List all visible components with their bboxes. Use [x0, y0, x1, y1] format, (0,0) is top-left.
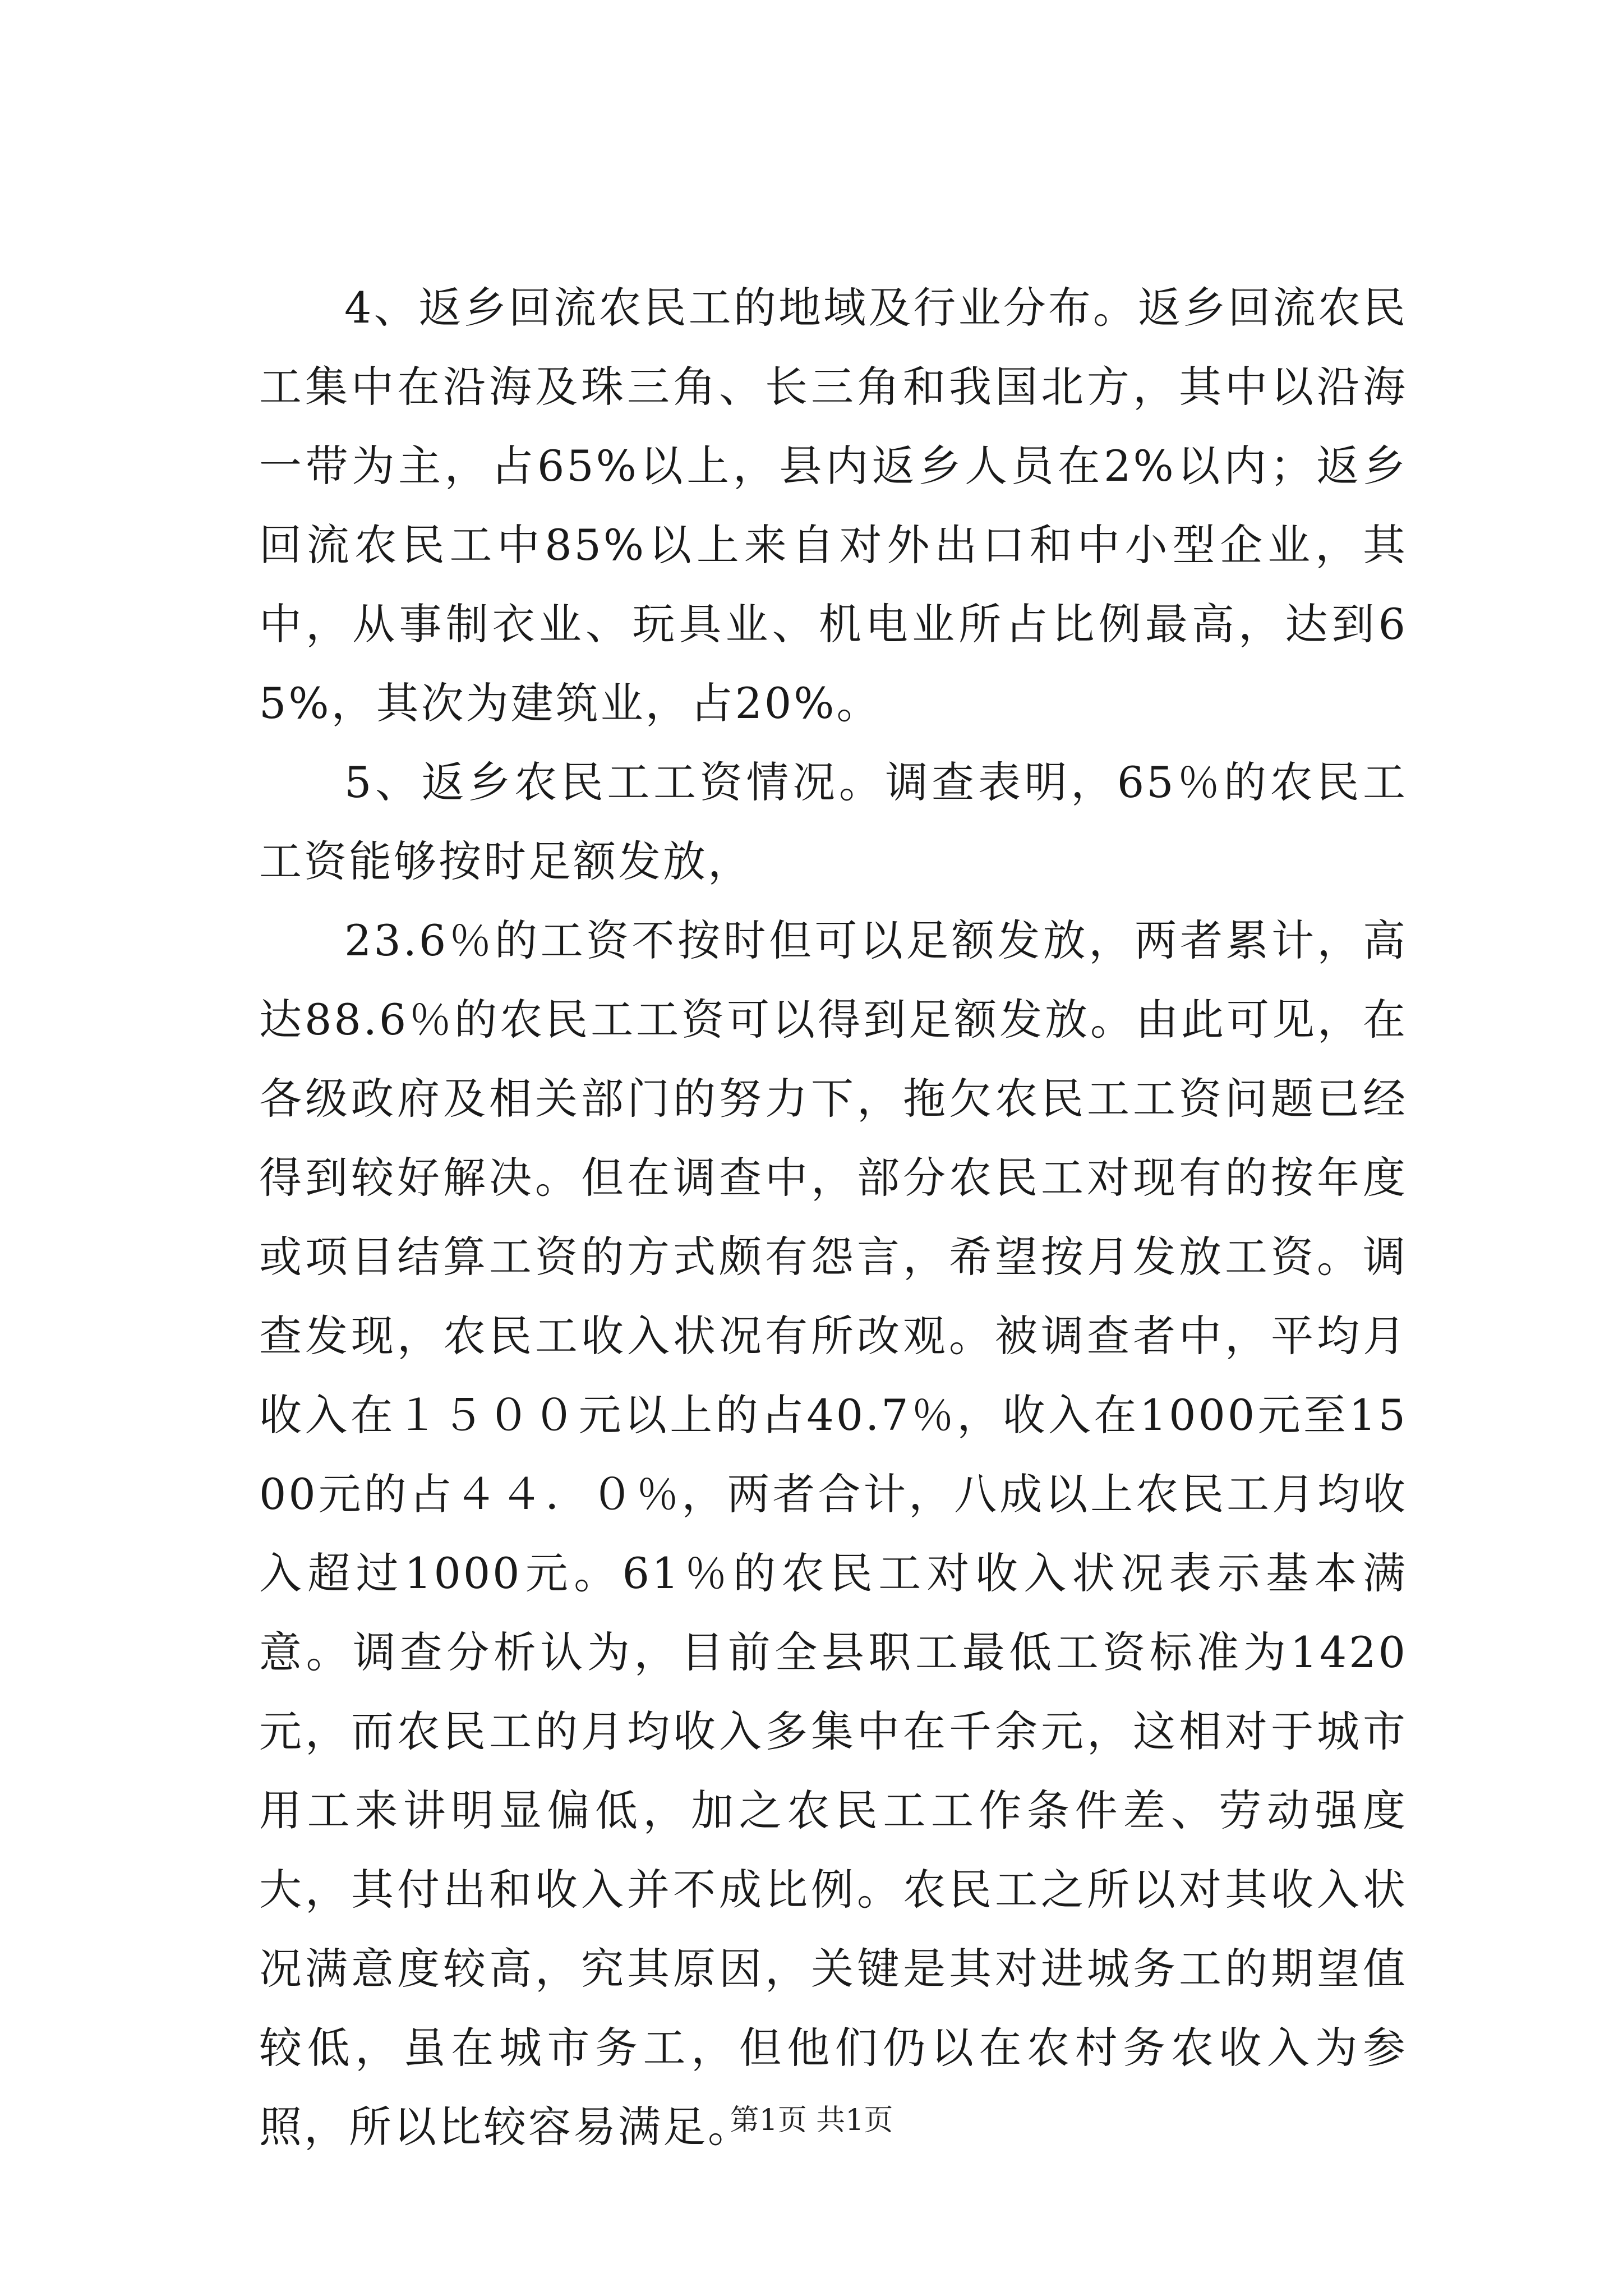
- page-number-footer: 第1页 共1页: [730, 2104, 893, 2137]
- document-body: [259, 268, 1408, 2166]
- paragraph-regional-distribution: 4、返乡回流农民工的地域及行业分布。返乡回流农民工集中在沿海及珠三角、长三角和我国北方，其中以沿海一带为主，占65%以上，县内返乡人员在2%以内；返乡回流农民工中85%以上来自对外出口和中小型企业，其中，从事制衣业、玩具业、机电业所占比例最高，达到65%，其次为建筑业，占20%。: [259, 283, 1408, 728]
- paragraph-wage-details: 23.6％的工资不按时但可以足额发放，两者累计，高达88.6％的农民工工资可以得到足额发放。由此可见，在各级政府及相关部门的努力下，拖欠农民工工资问题已经得到较好解决。但在调查中，部分农民工对现有的按年度或项目结算工资的方式颇有怨言，希望按月发放工资。调查发现，农民工收入状况有所改观。被调查者中，平均月收入在１５００元以上的占40.7％，收入在1000元至1500元的占４４．０％，两者合计，八成以上农民工月均收入超过1000元。61％的农民工对收入状况表示基本满意。调查分析认为，目前全县职工最低工资标准为1420元，而农民工的月均收入多集中在千余元，这相对于城市用工来讲明显偏低，加之农民工工作条件差、劳动强度大，其付出和收入并不成比例。农民工之所以对其收入状况满意度较高，究其原因，关键是其对进城务工的期望值较低，虽在城市务工，但他们仍以在农村务农收入为参照，所以比较容易满足。: [259, 915, 1408, 2152]
- paragraph-wage-status: 5、返乡农民工工资情况。调查表明，65％的农民工工资能够按时足额发放，: [259, 757, 1408, 886]
